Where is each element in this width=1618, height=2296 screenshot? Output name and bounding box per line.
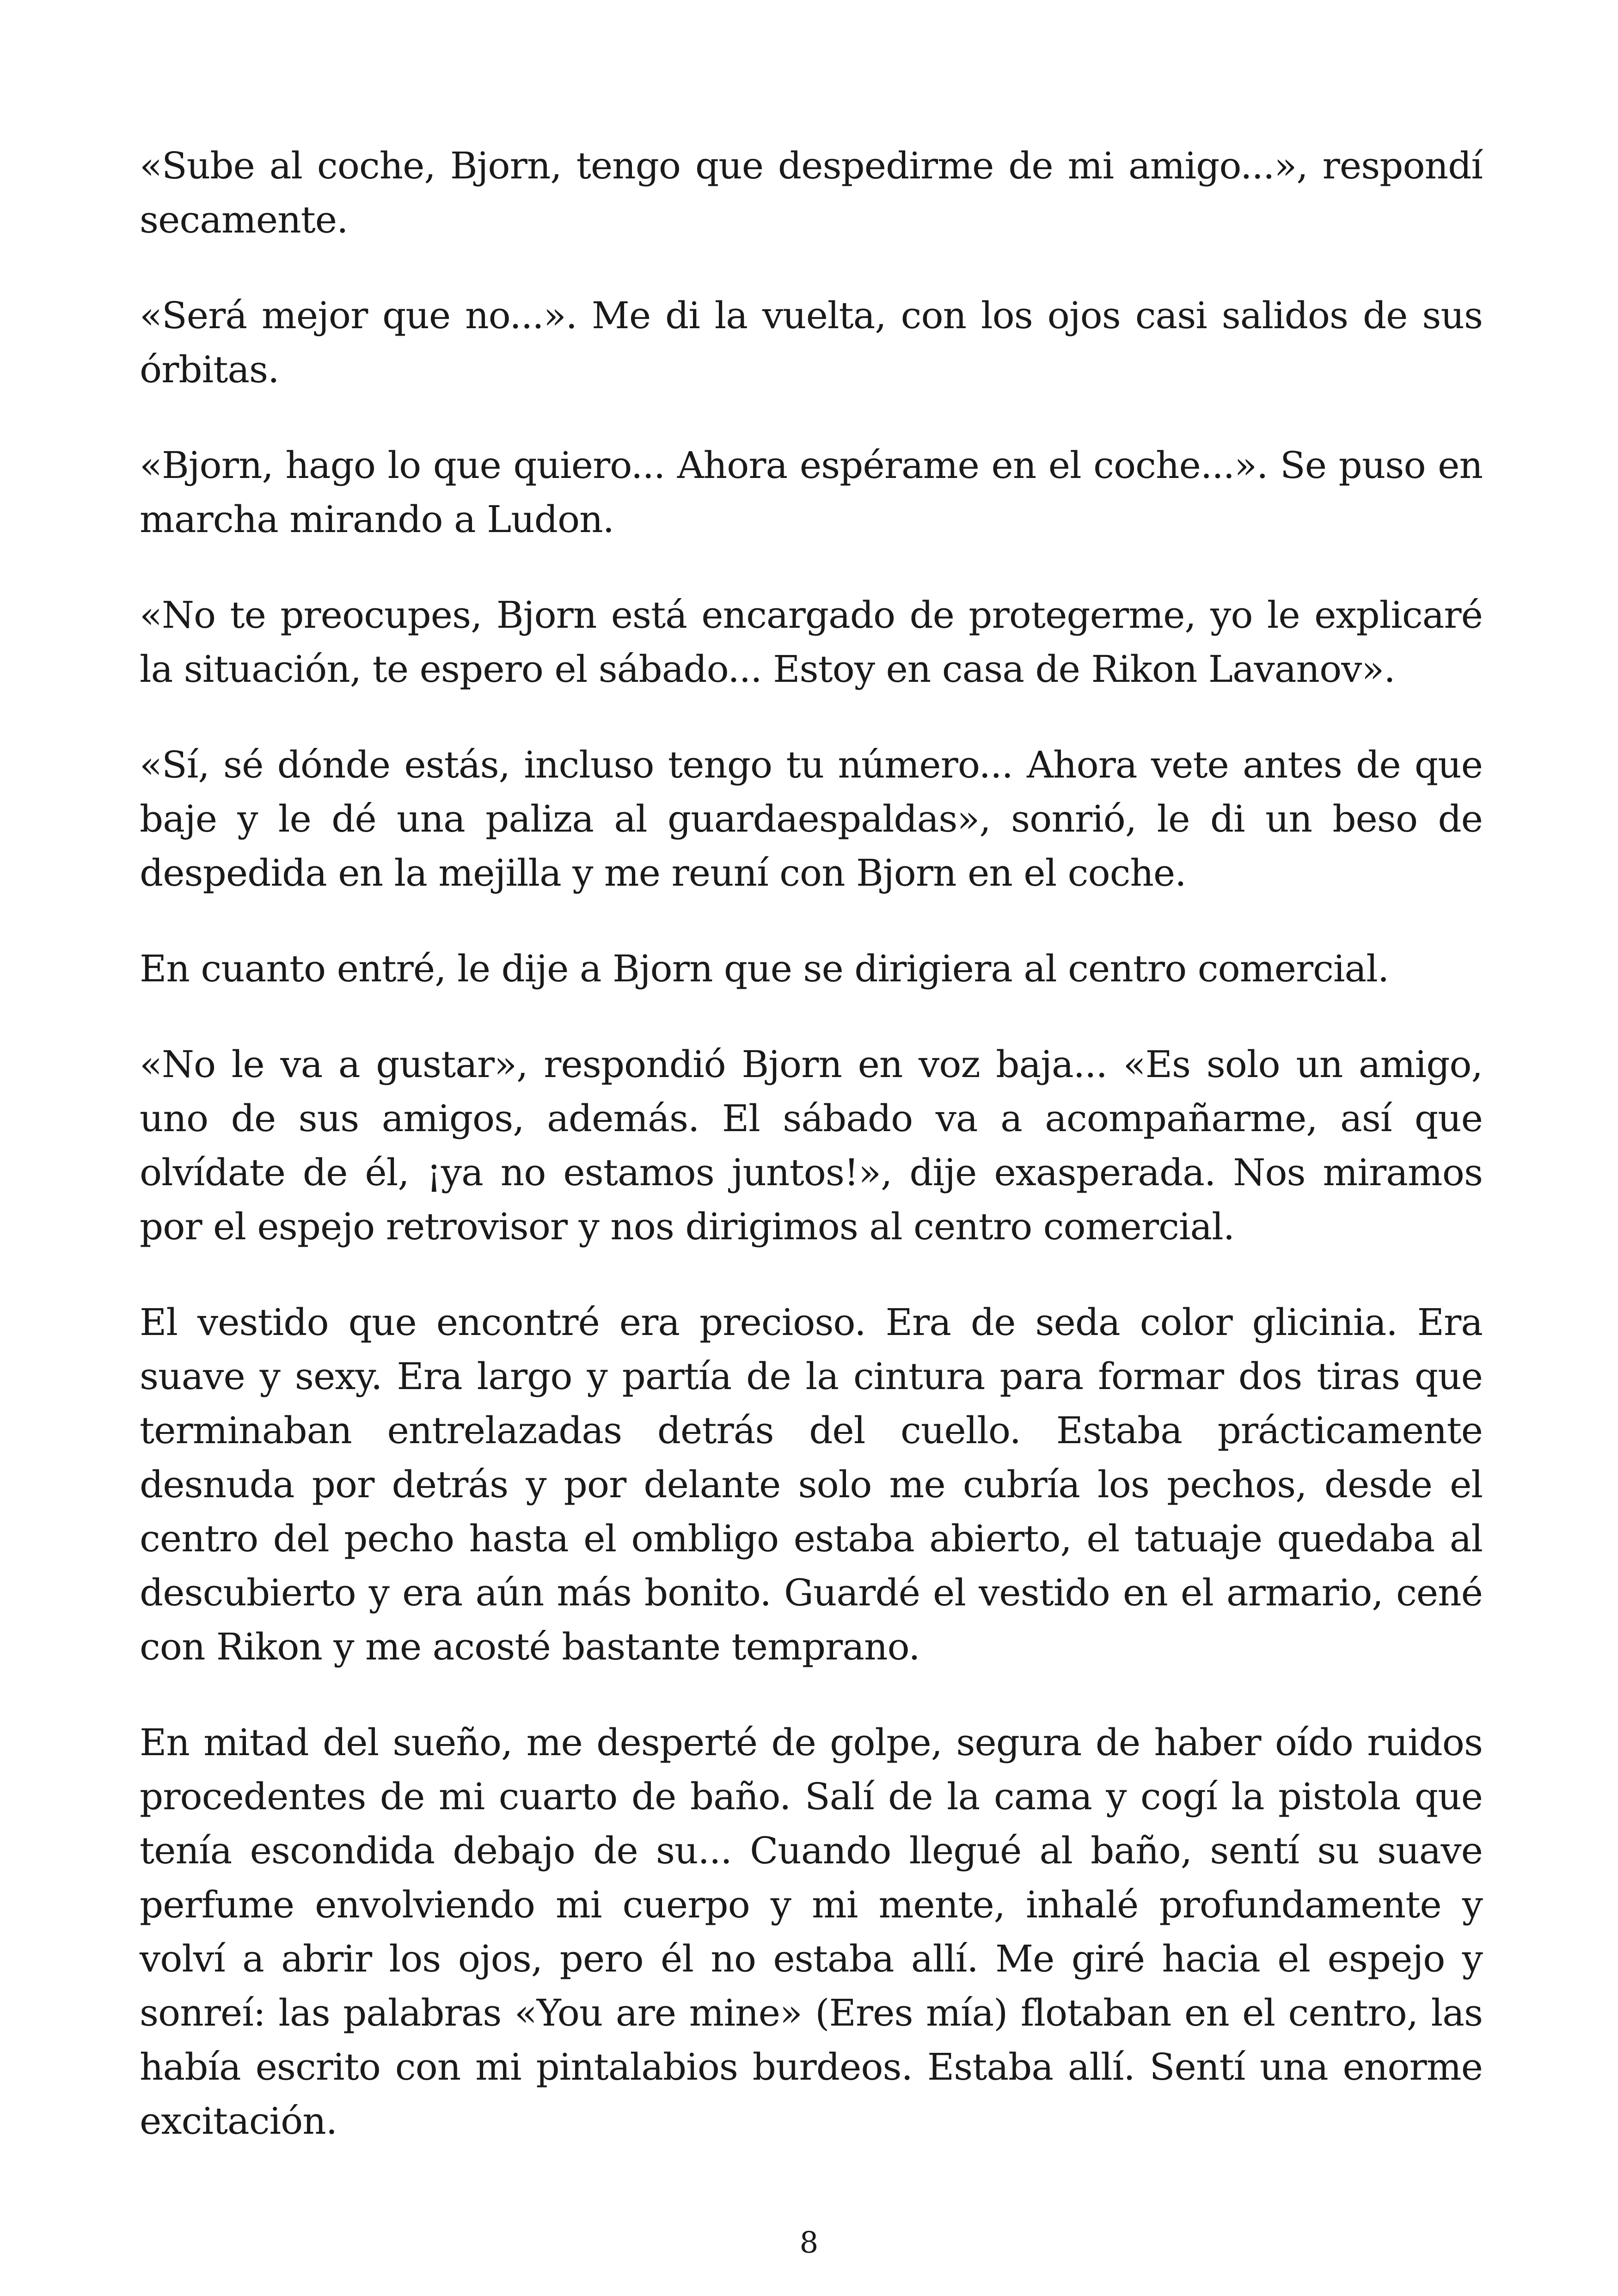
paragraph-9: En mitad del sueño, me desperté de golpe, segura de haber oído ruidos procedentes de mi cuarto de baño. Salí de la cama y cogí la pistola que tenía escondida debajo de su... Cuando llegué al baño, sentí su suave perfume envolviendo mi cuerpo y mi mente, inhalé profundamente y volví a abrir los ojos, pero él no estaba allí. Me giré hacia el espejo y sonreí: las palabras «You are mine» (Eres mía) flotaban en el centro, las había escrito con mi pintalabios burdeos. Estaba allí. Sentí una enorme excitación. — [140, 1721, 1483, 2143]
page-body — [140, 139, 1483, 2190]
paragraph-3: «Bjorn, hago lo que quiero... Ahora espérame en el coche...». Se puso en marcha mirando a Ludon. — [140, 444, 1483, 541]
paragraph-2: «Será mejor que no...». Me di la vuelta, con los ojos casi salidos de sus órbitas. — [140, 294, 1483, 391]
paragraph-5: «Sí, sé dónde estás, incluso tengo tu número... Ahora vete antes de que baje y le dé una paliza al guardaespaldas», sonrió, le di un beso de despedida en la mejilla y me reuní con Bjorn en el coche. — [140, 743, 1483, 894]
paragraph-1: «Sube al coche, Bjorn, tengo que despedirme de mi amigo...», respondí secamente. — [140, 144, 1483, 241]
paragraph-8: El vestido que encontré era precioso. Era de seda color glicinia. Era suave y sexy. Era largo y partía de la cintura para formar dos tiras que terminaban entrelazadas detrás del cuello. Estaba prácticamente desnuda por detrás y por delante solo me cubría los pechos, desde el centro del pecho hasta el ombligo estaba abierto, el tatuaje quedaba al descubierto y era aún más bonito. Guardé el vestido en el armario, cené con Rikon y me acosté bastante temprano. — [140, 1301, 1483, 1668]
page-number: 8 — [799, 2226, 819, 2260]
paragraph-4: «No te preocupes, Bjorn está encargado de protegerme, yo le explicaré la situación, te espero el sábado... Estoy en casa de Rikon Lavanov». — [140, 594, 1483, 691]
paragraph-7: «No le va a gustar», respondió Bjorn en voz baja... «Es solo un amigo, uno de sus amigos, además. El sábado va a acompañarme, así que olvídate de él, ¡ya no estamos juntos!», dije exasperada. Nos miramos por el espejo retrovisor y nos dirigimos al centro comercial. — [140, 1043, 1483, 1248]
paragraph-6: En cuanto entré, le dije a Bjorn que se dirigiera al centro comercial. — [140, 947, 1389, 990]
